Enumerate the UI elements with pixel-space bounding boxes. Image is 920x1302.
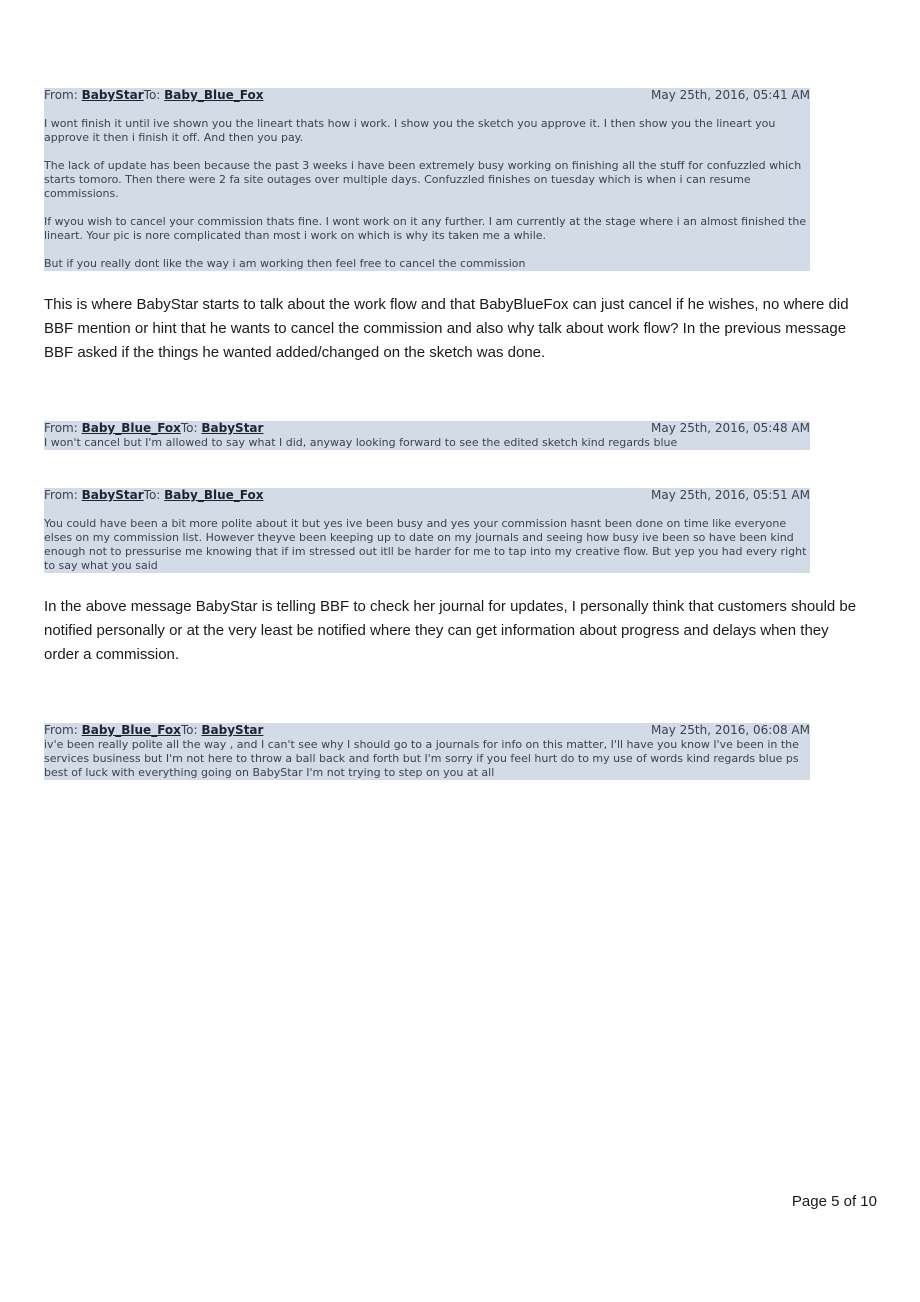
from-label: From:	[44, 88, 82, 102]
from-label: From:	[44, 488, 82, 502]
message-3	[44, 488, 810, 573]
commentary-paragraph-2: In the above message BabyStar is telling BBF to check her journal for updates, I personally think that customers should be notified personally or at the very least be notified where they can get information about progress and delays when they order a commission.	[44, 598, 857, 663]
message-paragraph: You could have been a bit more polite about it but yes ive been busy and yes your commission hasnt been done on time like everyone elses on my commission list. However theyve been keeping up to date on my journals and seeing how busy ive been so have been kind enough not to pressurise me knowing that if im stressed out itll be harder for me to tap into my creative flow. But yep you had every right to say what you said	[44, 517, 807, 572]
message-date: May 25th, 2016, 05:41 AM	[651, 88, 810, 102]
message-paragraph: The lack of update has been because the past 3 weeks i have been extremely busy working on finishing all the stuff for confuzzled which starts tomoro. Then there were 2 fa site outages over multiple days. Confuzzled finishes on tuesday which is when i can resume commissions.	[44, 159, 802, 200]
sender-link[interactable]: Baby_Blue_Fox	[81, 723, 181, 737]
recipient-link[interactable]: BabyStar	[201, 723, 264, 737]
page-number: Page 5 of 10	[791, 1193, 877, 1210]
message-from-line	[44, 88, 263, 103]
message-header	[44, 421, 810, 436]
message-paragraph: But if you really dont like the way i am working then feel free to cancel the commission	[44, 257, 526, 270]
message-from-line	[44, 488, 263, 503]
recipient-link[interactable]: BabyStar	[201, 421, 264, 435]
message-from-line	[44, 723, 263, 738]
message-body	[44, 517, 810, 573]
message-date: May 25th, 2016, 05:51 AM	[651, 488, 810, 502]
message-paragraph: I wont finish it until ive shown you the lineart thats how i work. I show you the sketch you approve it. I then show you the lineart you approve it then i finish it off. And then you pay.	[44, 117, 776, 144]
message-2	[44, 421, 810, 450]
to-label: To:	[143, 88, 165, 102]
to-label: To:	[180, 723, 202, 737]
commentary-paragraph-1: This is where BabyStar starts to talk about the work flow and that BabyBlueFox can just cancel if he wishes, no where did BBF mention or hint that he wants to cancel the commission and also why talk about work flow? In the previous message BBF asked if the things he wanted added/changed on the sketch was done.	[44, 296, 849, 361]
message-body	[44, 738, 810, 780]
to-label: To:	[143, 488, 165, 502]
message-from-line	[44, 421, 263, 436]
message-body	[44, 436, 810, 450]
sender-link[interactable]: Baby_Blue_Fox	[81, 421, 181, 435]
message-4	[44, 723, 810, 780]
message-1	[44, 88, 810, 271]
message-header	[44, 88, 810, 103]
recipient-link[interactable]: Baby_Blue_Fox	[164, 488, 264, 502]
message-paragraph: iv'e been really polite all the way , and I can't see why I should go to a journals for info on this matter, I'll have you know I've been in the services business but I'm not here to throw a ball back and forth but I'm sorry if you feel hurt do to my use of words kind regards blue ps best of luck with everything going on BabyStar I'm not trying to step on you at all	[44, 738, 799, 779]
recipient-link[interactable]: Baby_Blue_Fox	[164, 88, 264, 102]
to-label: To:	[180, 421, 202, 435]
message-header	[44, 488, 810, 503]
from-label: From:	[44, 723, 82, 737]
message-paragraph: If wyou wish to cancel your commission thats fine. I wont work on it any further. I am currently at the stage where i an almost finished the lineart. Your pic is nore complicated than most i work on which is why its taken me a while.	[44, 215, 807, 242]
sender-link[interactable]: BabyStar	[81, 88, 144, 102]
message-date: May 25th, 2016, 05:48 AM	[651, 421, 810, 435]
message-paragraph: I won't cancel but I'm allowed to say what I did, anyway looking forward to see the edited sketch kind regards blue	[44, 436, 678, 449]
message-header	[44, 723, 810, 738]
message-date: May 25th, 2016, 06:08 AM	[651, 723, 810, 737]
from-label: From:	[44, 421, 82, 435]
message-body	[44, 117, 810, 271]
sender-link[interactable]: BabyStar	[81, 488, 144, 502]
